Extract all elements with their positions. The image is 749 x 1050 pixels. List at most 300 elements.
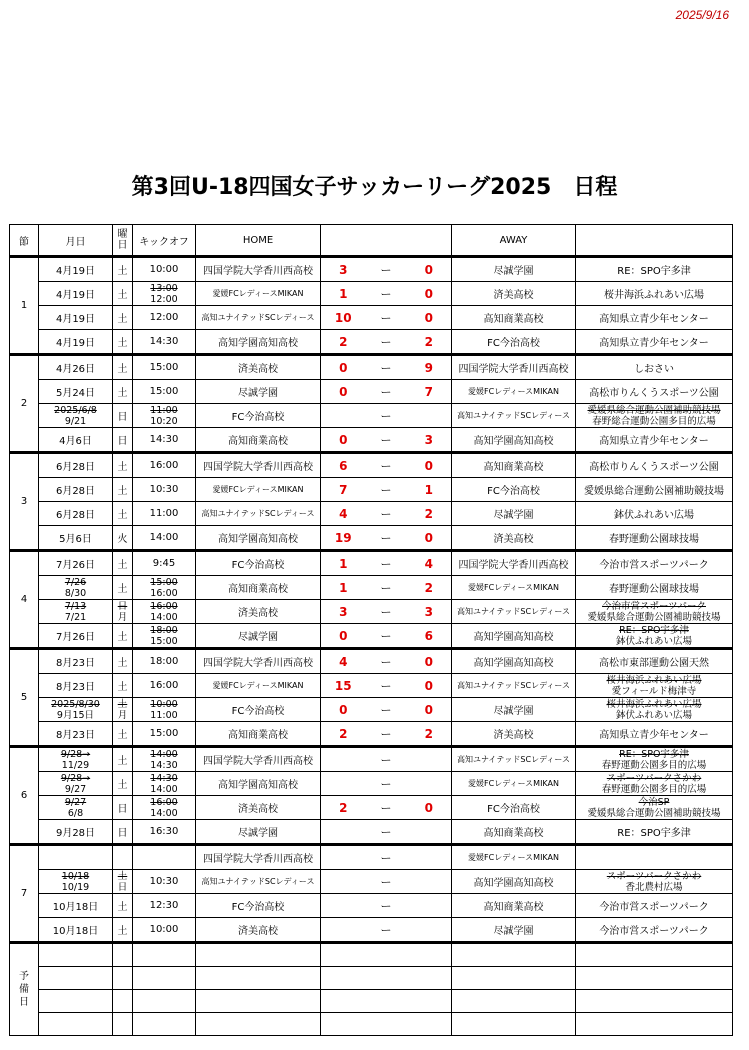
match-date: 4月26日 [39, 355, 113, 380]
match-venue-line: 桜井海浜ふれあい広場 [606, 698, 702, 710]
reserve-cell [39, 943, 113, 967]
document-date: 2025/9/16 [675, 8, 729, 22]
match-kickoff-line: 14:30 [150, 772, 178, 784]
match-date-line: 10/19 [61, 881, 90, 893]
table-row [10, 257, 733, 282]
away-team: 高知学園高知高校 [452, 624, 576, 649]
schedule-body [10, 257, 733, 1036]
match-kickoff [133, 845, 196, 870]
match-venue: 桜井海浜ふれあい広場 [576, 282, 733, 306]
match-kickoff [133, 772, 196, 796]
match-venue-line: 鉢伏ふれあい広場 [616, 635, 693, 647]
match-date-line: 10/18 [61, 870, 90, 882]
away-team: 四国学院大学香川西高校 [452, 551, 576, 576]
table-row [10, 845, 733, 870]
away-score [407, 820, 452, 845]
reserve-cell [113, 1013, 133, 1036]
match-kickoff: 10:00 [133, 257, 196, 282]
schedule-table [9, 224, 733, 1036]
table-row [10, 306, 733, 330]
match-date: 10月18日 [39, 894, 113, 918]
home-score: 2 [321, 796, 366, 820]
away-team: 尽誠学園 [452, 502, 576, 526]
home-score [321, 845, 366, 870]
score-dash: ー [366, 747, 407, 772]
table-row [10, 820, 733, 845]
match-kickoff: 15:00 [133, 355, 196, 380]
round-number: 4 [10, 551, 39, 649]
home-score: 4 [321, 502, 366, 526]
match-date: 4月6日 [39, 428, 113, 453]
match-venue [576, 624, 733, 649]
match-venue-line: 今治SP [638, 796, 670, 808]
score-dash: ー [366, 380, 407, 404]
reserve-cell [452, 1013, 576, 1036]
reserve-cell [113, 967, 133, 990]
match-kickoff-line: 16:00 [150, 600, 178, 612]
table-row [10, 772, 733, 796]
table-row [10, 600, 733, 624]
table-row [10, 502, 733, 526]
match-weekday: 土 [113, 257, 133, 282]
score-dash: ー [366, 526, 407, 551]
match-kickoff: 9:45 [133, 551, 196, 576]
away-team: 尽誠学園 [452, 918, 576, 943]
away-team: 高知商業高校 [452, 894, 576, 918]
match-venue: RE：SPO宇多津 [576, 257, 733, 282]
match-venue [576, 845, 733, 870]
away-team: 高知ユナイテッドSCレディース [452, 674, 576, 698]
match-venue-line: 桜井海浜ふれあい広場 [606, 674, 702, 686]
match-weekday [113, 600, 133, 624]
match-weekday: 日 [113, 428, 133, 453]
match-date-line: 8/30 [64, 587, 87, 599]
header-setsu: 節 [10, 225, 39, 257]
table-row [10, 551, 733, 576]
match-date: 10月18日 [39, 918, 113, 943]
match-date: 6月28日 [39, 502, 113, 526]
match-date: 4月19日 [39, 257, 113, 282]
match-kickoff: 15:00 [133, 722, 196, 747]
match-date: 9月28日 [39, 820, 113, 845]
match-kickoff: 14:30 [133, 330, 196, 355]
match-weekday: 土 [113, 502, 133, 526]
away-score: 1 [407, 478, 452, 502]
score-dash: ー [366, 330, 407, 355]
match-weekday: 土 [113, 772, 133, 796]
home-score: 0 [321, 380, 366, 404]
match-kickoff-line: 10:20 [150, 415, 178, 427]
match-date-line: 11/29 [61, 759, 90, 771]
table-row [10, 722, 733, 747]
reserve-cell [576, 967, 733, 990]
match-weekday-line: 日 [117, 600, 128, 612]
home-team: 四国学院大学香川西高校 [196, 649, 321, 674]
header-weekday: 曜日 [113, 225, 133, 257]
home-score: 0 [321, 355, 366, 380]
away-score: 0 [407, 674, 452, 698]
match-date: 8月23日 [39, 649, 113, 674]
reserve-cell [452, 943, 576, 967]
away-score: 0 [407, 453, 452, 478]
match-venue [576, 796, 733, 820]
match-venue: 高松市りんくうスポーツ公園 [576, 453, 733, 478]
home-score [321, 894, 366, 918]
match-venue: 愛媛県総合運動公園補助競技場 [576, 478, 733, 502]
match-weekday: 土 [113, 282, 133, 306]
match-kickoff: 14:00 [133, 526, 196, 551]
away-team: 高知ユナイテッドSCレディース [452, 600, 576, 624]
reserve-cell [321, 1013, 452, 1036]
match-kickoff-line: 16:00 [150, 587, 178, 599]
round-number: 1 [10, 257, 39, 355]
home-team: FC今治高校 [196, 698, 321, 722]
score-dash: ー [366, 282, 407, 306]
home-score [321, 772, 366, 796]
away-score: 0 [407, 796, 452, 820]
reserve-cell [196, 1013, 321, 1036]
home-team: FC今治高校 [196, 404, 321, 428]
away-team: 高知商業高校 [452, 820, 576, 845]
reserve-cell [133, 990, 196, 1013]
home-team: 高知商業高校 [196, 428, 321, 453]
reserve-cell [576, 943, 733, 967]
home-team: FC今治高校 [196, 551, 321, 576]
home-team: 愛媛FCレディースMIKAN [196, 478, 321, 502]
match-date: 7月26日 [39, 624, 113, 649]
table-row [10, 404, 733, 428]
score-dash: ー [366, 306, 407, 330]
reserve-cell [133, 943, 196, 967]
round-number: 2 [10, 355, 39, 453]
match-venue-line: 愛媛県総合運動公園補助競技場 [587, 807, 721, 819]
match-venue-line: スポーツパークさかわ [606, 870, 702, 882]
away-score: 7 [407, 380, 452, 404]
away-score: 0 [407, 282, 452, 306]
match-kickoff-line: 10:00 [150, 698, 178, 710]
away-team: FC今治高校 [452, 330, 576, 355]
away-team: 愛媛FCレディースMIKAN [452, 576, 576, 600]
match-venue: 今治市営スポーツパーク [576, 551, 733, 576]
match-kickoff: 16:00 [133, 674, 196, 698]
match-weekday: 火 [113, 526, 133, 551]
reserve-cell [113, 990, 133, 1013]
reserve-cell [39, 1013, 113, 1036]
score-dash: ー [366, 428, 407, 453]
home-score: 2 [321, 330, 366, 355]
match-kickoff: 12:30 [133, 894, 196, 918]
away-score: 6 [407, 624, 452, 649]
score-dash: ー [366, 551, 407, 576]
match-kickoff-line: 12:00 [150, 293, 178, 305]
home-team: 尽誠学園 [196, 820, 321, 845]
match-weekday: 土 [113, 649, 133, 674]
reserve-row [10, 967, 733, 990]
score-dash: ー [366, 698, 407, 722]
reserve-label: 予備日 [10, 943, 39, 1036]
away-score: 2 [407, 502, 452, 526]
match-weekday: 土 [113, 551, 133, 576]
match-weekday [113, 870, 133, 894]
match-venue [576, 698, 733, 722]
match-venue: 今治市営スポーツパーク [576, 894, 733, 918]
match-date [39, 845, 113, 870]
match-kickoff-line: 14:30 [150, 759, 178, 771]
match-venue-line: 春野運動公園多目的広場 [601, 759, 707, 771]
home-team: 四国学院大学香川西高校 [196, 257, 321, 282]
match-kickoff: 10:00 [133, 918, 196, 943]
table-row [10, 649, 733, 674]
home-score: 1 [321, 551, 366, 576]
away-score [407, 772, 452, 796]
away-score: 0 [407, 257, 452, 282]
match-weekday: 土 [113, 894, 133, 918]
match-date-line: 9/27 [64, 783, 87, 795]
match-date: 6月28日 [39, 478, 113, 502]
match-date [39, 747, 113, 772]
match-weekday: 土 [113, 478, 133, 502]
score-dash: ー [366, 845, 407, 870]
match-kickoff [133, 747, 196, 772]
score-dash: ー [366, 257, 407, 282]
match-date [39, 576, 113, 600]
match-venue [576, 772, 733, 796]
away-score: 3 [407, 428, 452, 453]
match-date-line: 9月15日 [56, 709, 95, 721]
match-venue-line: 春野運動公園多目的広場 [601, 783, 707, 795]
match-weekday: 土 [113, 624, 133, 649]
match-venue-line: RE：SPO宇多津 [619, 748, 689, 760]
away-team: 済美高校 [452, 526, 576, 551]
home-team: 高知学園高知高校 [196, 526, 321, 551]
match-venue-line: RE：SPO宇多津 [619, 624, 689, 636]
score-dash: ー [366, 894, 407, 918]
match-date: 6月28日 [39, 453, 113, 478]
reserve-cell [196, 967, 321, 990]
home-score [321, 747, 366, 772]
away-team: 済美高校 [452, 722, 576, 747]
reserve-cell [39, 967, 113, 990]
away-team: 高知学園高知高校 [452, 428, 576, 453]
home-team: 愛媛FCレディースMIKAN [196, 282, 321, 306]
table-row [10, 282, 733, 306]
round-number: 7 [10, 845, 39, 943]
table-row [10, 428, 733, 453]
round-number: 3 [10, 453, 39, 551]
match-date: 8月23日 [39, 722, 113, 747]
home-score: 7 [321, 478, 366, 502]
home-team: 高知商業高校 [196, 576, 321, 600]
home-team: 四国学院大学香川西高校 [196, 845, 321, 870]
score-dash: ー [366, 355, 407, 380]
match-venue-line: スポーツパークさかわ [606, 772, 702, 784]
reserve-cell [576, 1013, 733, 1036]
match-date: 7月26日 [39, 551, 113, 576]
score-dash: ー [366, 796, 407, 820]
score-dash: ー [366, 649, 407, 674]
match-date: 8月23日 [39, 674, 113, 698]
header-venue [576, 225, 733, 257]
table-row [10, 870, 733, 894]
away-score [407, 894, 452, 918]
away-team: FC今治高校 [452, 478, 576, 502]
match-kickoff [133, 576, 196, 600]
match-kickoff-line: 18:00 [150, 624, 178, 636]
home-team: FC今治高校 [196, 894, 321, 918]
home-score [321, 820, 366, 845]
match-date-line: 2025/6/8 [54, 404, 97, 416]
match-date: 4月19日 [39, 306, 113, 330]
away-score: 3 [407, 600, 452, 624]
match-kickoff [133, 624, 196, 649]
match-kickoff-line: 15:00 [150, 576, 178, 588]
match-kickoff [133, 796, 196, 820]
match-kickoff-line: 15:00 [150, 635, 178, 647]
home-score: 10 [321, 306, 366, 330]
table-row [10, 330, 733, 355]
match-weekday: 日 [113, 796, 133, 820]
away-team: 愛媛FCレディースMIKAN [452, 380, 576, 404]
header-home: HOME [196, 225, 321, 257]
table-row [10, 918, 733, 943]
match-venue [576, 600, 733, 624]
match-venue: 高知県立青少年センター [576, 428, 733, 453]
match-kickoff: 14:30 [133, 428, 196, 453]
match-weekday-line: 月 [117, 611, 128, 623]
home-score: 0 [321, 624, 366, 649]
match-weekday: 土 [113, 330, 133, 355]
match-date-line: 6/8 [67, 807, 84, 819]
home-score: 3 [321, 257, 366, 282]
table-row [10, 747, 733, 772]
away-team: 四国学院大学香川西高校 [452, 355, 576, 380]
score-dash: ー [366, 772, 407, 796]
match-kickoff-line: 16:00 [150, 796, 178, 808]
home-team: 高知学園高知高校 [196, 772, 321, 796]
home-team: 四国学院大学香川西高校 [196, 747, 321, 772]
reserve-cell [196, 990, 321, 1013]
home-score: 15 [321, 674, 366, 698]
match-kickoff-line: 11:00 [150, 709, 178, 721]
match-date [39, 404, 113, 428]
match-weekday: 土 [113, 674, 133, 698]
table-row [10, 698, 733, 722]
home-score: 6 [321, 453, 366, 478]
table-row [10, 453, 733, 478]
table-row [10, 674, 733, 698]
away-score: 2 [407, 722, 452, 747]
away-team: 高知商業高校 [452, 453, 576, 478]
home-team: 済美高校 [196, 355, 321, 380]
home-score: 3 [321, 600, 366, 624]
match-kickoff [133, 404, 196, 428]
match-kickoff: 12:00 [133, 306, 196, 330]
reserve-row [10, 1013, 733, 1036]
match-date-line: 7/26 [64, 576, 87, 588]
home-team: 高知ユナイテッドSCレディース [196, 502, 321, 526]
score-dash: ー [366, 820, 407, 845]
home-score: 0 [321, 698, 366, 722]
match-kickoff [133, 282, 196, 306]
home-score: 2 [321, 722, 366, 747]
away-score: 9 [407, 355, 452, 380]
away-team: 高知学園高知高校 [452, 649, 576, 674]
home-score: 0 [321, 428, 366, 453]
away-score [407, 870, 452, 894]
match-date-line: 7/13 [64, 600, 87, 612]
match-venue [576, 674, 733, 698]
home-team: 高知商業高校 [196, 722, 321, 747]
away-score: 0 [407, 306, 452, 330]
round-number: 6 [10, 747, 39, 845]
match-date: 5月6日 [39, 526, 113, 551]
match-venue: 鉢伏ふれあい広場 [576, 502, 733, 526]
match-venue: 今治市営スポーツパーク [576, 918, 733, 943]
match-date: 5月24日 [39, 380, 113, 404]
match-kickoff-line: 14:00 [150, 783, 178, 795]
table-row [10, 380, 733, 404]
match-kickoff-line: 14:00 [150, 611, 178, 623]
away-team: 高知学園高知高校 [452, 870, 576, 894]
header-date: 月日 [39, 225, 113, 257]
score-dash: ー [366, 870, 407, 894]
match-venue [576, 404, 733, 428]
match-kickoff-line: 14:00 [150, 807, 178, 819]
home-team: 愛媛FCレディースMIKAN [196, 674, 321, 698]
score-dash: ー [366, 600, 407, 624]
reserve-cell [321, 990, 452, 1013]
match-kickoff-line: 13:00 [150, 282, 178, 294]
match-date-line: 9/21 [64, 415, 87, 427]
match-weekday: 土 [113, 355, 133, 380]
match-venue: しおさい [576, 355, 733, 380]
match-date-line: 7/21 [64, 611, 87, 623]
match-venue [576, 870, 733, 894]
match-venue-line: 香北農村広場 [625, 881, 683, 893]
match-venue: 高松市東部運動公園天然 [576, 649, 733, 674]
away-score: 2 [407, 576, 452, 600]
match-weekday: 日 [113, 404, 133, 428]
match-weekday: 土 [113, 380, 133, 404]
home-team: 高知ユナイテッドSCレディース [196, 870, 321, 894]
reserve-cell [452, 967, 576, 990]
match-weekday: 日 [113, 820, 133, 845]
match-date [39, 772, 113, 796]
table-row [10, 355, 733, 380]
match-kickoff-line: 11:00 [150, 404, 178, 416]
home-team: 済美高校 [196, 600, 321, 624]
match-kickoff: 11:00 [133, 502, 196, 526]
away-score: 0 [407, 698, 452, 722]
home-team: 四国学院大学香川西高校 [196, 453, 321, 478]
away-team: 高知ユナイテッドSCレディース [452, 747, 576, 772]
match-date [39, 870, 113, 894]
match-venue: 高知県立青少年センター [576, 306, 733, 330]
match-weekday: 土 [113, 747, 133, 772]
away-score [407, 404, 452, 428]
home-team: 尽誠学園 [196, 380, 321, 404]
away-team: 愛媛FCレディースMIKAN [452, 845, 576, 870]
score-dash: ー [366, 624, 407, 649]
away-team: 愛媛FCレディースMIKAN [452, 772, 576, 796]
reserve-cell [321, 967, 452, 990]
match-weekday: 土 [113, 722, 133, 747]
match-weekday-line: 日 [117, 881, 128, 893]
home-team: 済美高校 [196, 918, 321, 943]
home-score [321, 404, 366, 428]
round-number: 5 [10, 649, 39, 747]
away-score [407, 918, 452, 943]
